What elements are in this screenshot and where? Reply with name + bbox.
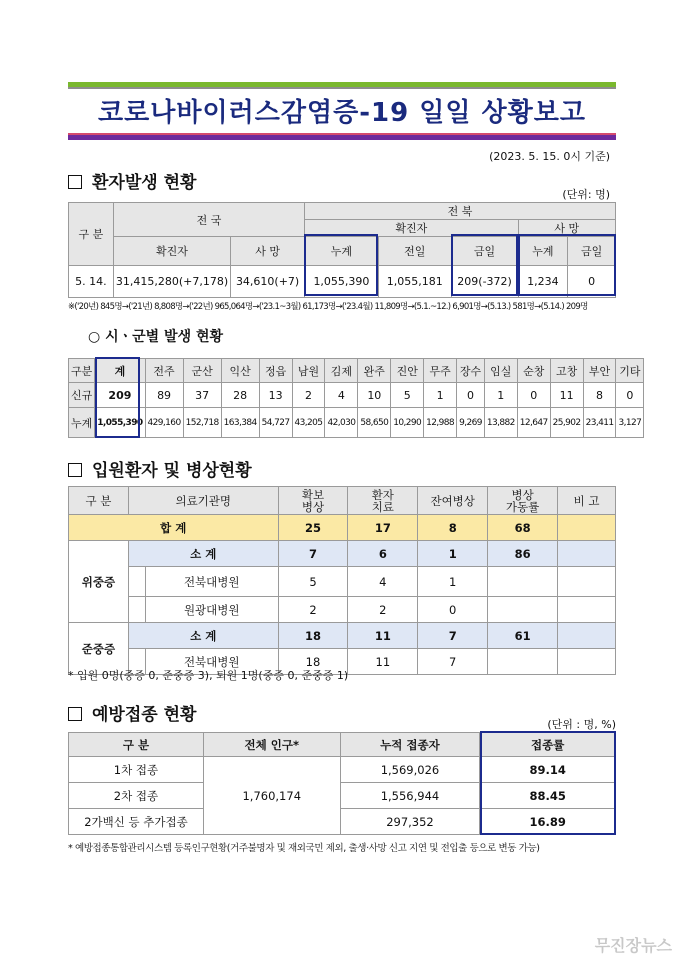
hospital-note — [558, 567, 616, 597]
hospital-occupancy — [488, 597, 558, 623]
header-jb-confirmed: 확진자 — [305, 220, 518, 237]
watermark-logo: 무진장뉴스 — [594, 936, 672, 955]
hospital-remaining: 0 — [418, 597, 488, 623]
patients-footnote: ※('20년) 845명→('21년) 8,808명→('22년) 965,064명→('23.1~3월) 61,173명→('23.4월) 11,809명→(5.1.~12.) 6,901명→(5.13.) 581명→(5.14.) 209명 — [68, 302, 588, 312]
title-banner — [68, 82, 616, 140]
region-cum-cell: 58,650 — [358, 408, 391, 438]
hospital-treatment: 11 — [348, 649, 418, 675]
region-new-cell: 28 — [221, 383, 259, 408]
region-table — [68, 358, 644, 438]
region-cum-cell: 9,269 — [457, 408, 485, 438]
subtotal-label: 소 계 — [128, 541, 278, 567]
report-date: (2023. 5. 15. 0시 기준) — [489, 150, 610, 163]
section-patients-heading — [68, 168, 196, 193]
region-cum-cell: 12,988 — [424, 408, 457, 438]
dose-label: 1차 접종 — [69, 757, 204, 783]
region-header: 임실 — [484, 359, 517, 383]
hospital-occupancy — [488, 567, 558, 597]
dose-rate: 89.14 — [480, 757, 616, 783]
semi-sub-treatment: 11 — [348, 623, 418, 649]
cell-jb-deaths-today: 0 — [568, 266, 616, 298]
cell-national-deaths: 34,610(+7) — [231, 266, 305, 298]
section-title: 예방접종 현황 — [92, 705, 197, 725]
region-new-cell: 4 — [325, 383, 358, 408]
total-remaining: 8 — [418, 515, 488, 541]
checkbox-icon — [68, 463, 82, 477]
hospital-name: 원광대병원 — [145, 597, 278, 623]
hospital-note — [558, 597, 616, 623]
header-rate: 접종률 — [480, 733, 616, 757]
header-deaths-today: 금일 — [568, 237, 616, 266]
header-cumulative: 누적 접종자 — [340, 733, 480, 757]
region-header: 부안 — [583, 359, 616, 383]
region-cum-cell: 25,902 — [550, 408, 583, 438]
region-header: 기타 — [616, 359, 644, 383]
hospital-beds: 2 — [278, 597, 348, 623]
spacer-cell — [128, 567, 145, 597]
region-header: 구분 — [69, 359, 95, 383]
cell-jb-prevday: 1,055,181 — [378, 266, 451, 298]
hospital-occupancy — [488, 649, 558, 675]
header-note: 비 고 — [558, 487, 616, 515]
header-deaths: 사 망 — [231, 237, 305, 266]
region-cum-cell: 42,030 — [325, 408, 358, 438]
region-new-cell: 11 — [550, 383, 583, 408]
region-header: 고창 — [550, 359, 583, 383]
checkbox-icon — [68, 707, 82, 721]
semi-sub-note — [558, 623, 616, 649]
row-label-new: 신규 — [69, 383, 95, 408]
semi-sub-beds: 18 — [278, 623, 348, 649]
region-header: 군산 — [183, 359, 221, 383]
region-new-cell: 0 — [616, 383, 644, 408]
region-new-cell: 1 — [484, 383, 517, 408]
header-deaths-cumulative: 누계 — [518, 237, 568, 266]
region-header: 정읍 — [259, 359, 292, 383]
region-header: 김제 — [325, 359, 358, 383]
hospital-beds: 18 — [278, 649, 348, 675]
unit-label: (단위: 명) — [562, 188, 610, 201]
hospital-name: 전북대병원 — [145, 649, 278, 675]
semi-severe-label: 준중증 — [69, 623, 129, 675]
section-title: 환자발생 현황 — [92, 173, 197, 193]
vaccination-footnote: * 예방접종통합관리시스템 등록인구현황(거주불명자 및 재외국민 제외, 출생·사망 신고 지연 및 전입출 등으로 변동 가능) — [68, 843, 540, 854]
header-prevday: 전일 — [378, 237, 451, 266]
highlight-total-column — [95, 357, 140, 438]
dose-rate: 88.45 — [480, 783, 616, 809]
region-new-cell: 37 — [183, 383, 221, 408]
semi-sub-occupancy: 61 — [488, 623, 558, 649]
severe-sub-remaining: 1 — [418, 541, 488, 567]
table-row — [69, 567, 616, 597]
semi-sub-remaining: 7 — [418, 623, 488, 649]
header-jeonbuk: 전 북 — [305, 203, 616, 220]
severe-sub-treatment: 6 — [348, 541, 418, 567]
region-cum-cell: 163,384 — [221, 408, 259, 438]
region-new-cell: 0 — [457, 383, 485, 408]
hospital-remaining: 7 — [418, 649, 488, 675]
total-note — [558, 515, 616, 541]
severe-label: 위중증 — [69, 541, 129, 623]
region-cum-cell: 43,205 — [292, 408, 325, 438]
region-new-row — [69, 383, 644, 408]
region-cum-cell: 1,055,390 — [95, 408, 145, 438]
region-new-cell: 89 — [145, 383, 183, 408]
hospital-treatment: 4 — [348, 567, 418, 597]
population-value: 1,760,174 — [203, 757, 340, 835]
region-header: 무주 — [424, 359, 457, 383]
header-category: 구 분 — [69, 733, 204, 757]
header-confirmed: 확진자 — [113, 237, 230, 266]
region-header: 진안 — [391, 359, 424, 383]
region-new-cell: 209 — [95, 383, 145, 408]
hospital-note — [558, 649, 616, 675]
subtotal-label: 소 계 — [128, 623, 278, 649]
header-remaining: 잔여병상 — [418, 487, 488, 515]
severe-sub-beds: 7 — [278, 541, 348, 567]
total-beds: 25 — [278, 515, 348, 541]
region-cum-cell: 54,727 — [259, 408, 292, 438]
region-new-cell: 1 — [424, 383, 457, 408]
unit-label: (단위 : 명, %) — [547, 718, 616, 731]
region-header: 익산 — [221, 359, 259, 383]
dose-cumulative: 1,569,026 — [340, 757, 480, 783]
dose-cumulative: 297,352 — [340, 809, 480, 835]
semi-subtotal-row — [69, 623, 616, 649]
region-header: 순창 — [517, 359, 550, 383]
region-cum-cell: 23,411 — [583, 408, 616, 438]
hospital-table — [68, 486, 616, 675]
total-treatment: 17 — [348, 515, 418, 541]
highlight-deaths — [518, 234, 616, 296]
region-header: 장수 — [457, 359, 485, 383]
banner-bar-top-line — [68, 87, 616, 89]
region-header: 계 — [95, 359, 145, 383]
region-cum-cell: 152,718 — [183, 408, 221, 438]
cell-national-confirmed: 31,415,280(+7,178) — [113, 266, 230, 298]
cell-jb-cumulative: 1,055,390 — [305, 266, 379, 298]
cell-date: 5. 14. — [69, 266, 114, 298]
region-subsection-title: ○ 시ㆍ군별 발생 현황 — [88, 329, 224, 345]
region-new-cell: 13 — [259, 383, 292, 408]
cell-jb-today: 209(-372) — [451, 266, 518, 298]
severe-sub-occupancy: 86 — [488, 541, 558, 567]
region-cum-cell: 429,160 — [145, 408, 183, 438]
highlight-today — [451, 234, 518, 296]
total-row — [69, 515, 616, 541]
dose-label: 2차 접종 — [69, 783, 204, 809]
hospital-remaining: 1 — [418, 567, 488, 597]
row-label-cumulative: 누계 — [69, 408, 95, 438]
hospital-beds: 5 — [278, 567, 348, 597]
header-today: 금일 — [451, 237, 518, 266]
table-row — [69, 597, 616, 623]
region-new-cell: 8 — [583, 383, 616, 408]
header-population: 전체 인구* — [203, 733, 340, 757]
region-new-cell: 0 — [517, 383, 550, 408]
section-title: 입원환자 및 병상현황 — [92, 461, 252, 481]
dose-rate: 16.89 — [480, 809, 616, 835]
header-institution: 의료기관명 — [128, 487, 278, 515]
header-category: 구 분 — [69, 203, 114, 266]
highlight-cumulative — [304, 234, 378, 296]
region-cum-cell: 10,290 — [391, 408, 424, 438]
region-cum-row — [69, 408, 644, 438]
header-occupancy: 병상 가동률 — [488, 487, 558, 515]
cell-jb-deaths-cumulative: 1,234 — [518, 266, 568, 298]
spacer-cell — [128, 597, 145, 623]
hospital-name: 전북대병원 — [145, 567, 278, 597]
page-title: 코로나바이러스감염증-19 일일 상황보고 — [98, 98, 586, 128]
region-cum-cell: 13,882 — [484, 408, 517, 438]
region-new-cell: 2 — [292, 383, 325, 408]
checkbox-icon — [68, 175, 82, 189]
total-occupancy: 68 — [488, 515, 558, 541]
hospital-treatment: 2 — [348, 597, 418, 623]
header-treatment: 환자 치료 — [348, 487, 418, 515]
banner-bar-bottom — [68, 135, 616, 140]
region-header: 완주 — [358, 359, 391, 383]
header-category: 구 분 — [69, 487, 129, 515]
region-header: 남원 — [292, 359, 325, 383]
section-hospital-heading — [68, 456, 252, 481]
severe-sub-note — [558, 541, 616, 567]
dose-label: 2가백신 등 추가접종 — [69, 809, 204, 835]
region-new-cell: 5 — [391, 383, 424, 408]
header-national: 전 국 — [113, 203, 304, 237]
total-label: 합 계 — [69, 515, 279, 541]
section-vaccination-heading — [68, 700, 196, 725]
region-new-cell: 10 — [358, 383, 391, 408]
header-beds: 확보 병상 — [278, 487, 348, 515]
header-jb-deaths: 사 망 — [518, 220, 616, 237]
region-cum-cell: 3,127 — [616, 408, 644, 438]
region-header: 전주 — [145, 359, 183, 383]
dose-cumulative: 1,556,944 — [340, 783, 480, 809]
highlight-rate-column — [480, 731, 616, 835]
header-cumulative: 누계 — [305, 237, 379, 266]
region-cum-cell: 12,647 — [517, 408, 550, 438]
region-header-row — [69, 359, 644, 383]
severe-subtotal-row — [69, 541, 616, 567]
hospital-footnote: * 입원 0명(중증 0, 준중증 3), 퇴원 1명(중증 0, 준중증 1) — [68, 669, 349, 682]
